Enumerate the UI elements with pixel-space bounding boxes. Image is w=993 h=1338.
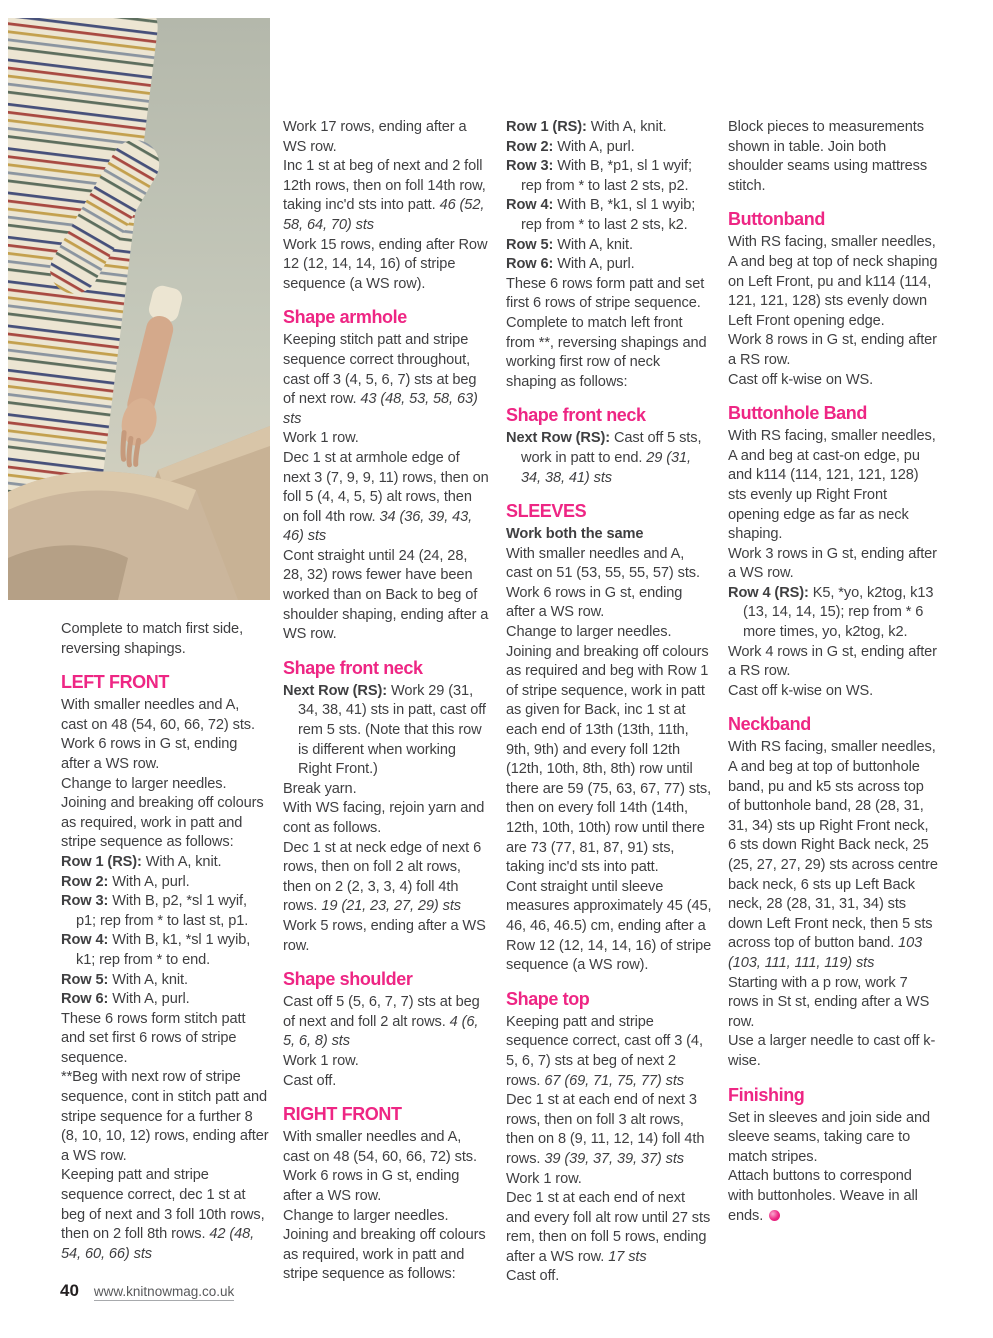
paragraph: Work 3 rows in G st, ending after a WS row. xyxy=(728,545,937,582)
paragraph: Joining and breaking off colours as required and beg with Row 1 of stripe sequence, work in patt as given for Back, inc 1 st at each end of 13th (13th, 11th, 9th, 9th) and every foll 12th (12th, 10th, 8th, 8th) row until there are 59 (75, 63, 67, 77) sts, then on every foll 14th (14th, 12th, 10th, 10th) row until there are 73 (77, 81, 87, 91) sts, taking inc'd sts into patt. xyxy=(506,643,712,876)
paragraph: Cont straight until 24 (24, 28, 28, 32) rows fewer have been worked than on Back to beg of shoulder shaping, ending after a WS row. xyxy=(283,547,489,643)
paragraph: Row 4 (RS): K5, *yo, k2tog, k13 (13, 14, 14, 15); rep from * 6 more times, yo, k2tog, k2. xyxy=(728,584,934,641)
paragraph: Work 15 rows, ending after Row 12 (12, 14, 14, 16) of stripe sequence (a WS row). xyxy=(283,236,488,292)
paragraph: Keeping stitch patt and stripe sequence correct throughout, cast off 3 (4, 5, 6, 7) sts at beg of next row. 43 (48, 53, 58, 63) sts xyxy=(283,332,478,427)
paragraph: With WS facing, rejoin yarn and cont as follows. xyxy=(283,800,485,836)
text-column-3 xyxy=(506,118,712,1287)
paragraph: These 6 rows form patt and set first 6 rows of stripe sequence. xyxy=(506,275,705,312)
paragraph: Work 5 rows, ending after a WS row. xyxy=(283,917,486,954)
text-column-1 xyxy=(61,620,269,1264)
paragraph: With smaller needles and A, cast on 48 (54, 60, 66, 72) sts. xyxy=(61,697,255,733)
paragraph: Row 2: With A, purl. xyxy=(506,138,635,155)
paragraph: Starting with a p row, work 7 rows in St st, ending after a WS row. xyxy=(728,974,930,1030)
paragraph: Keeping patt and stripe sequence correct, cast off 3 (4, 5, 6, 7) sts at beg of next 2 rows. 67 (69, 71, 75, 77) sts xyxy=(506,1013,703,1089)
paragraph: Cont straight until sleeve measures approximately 45 (45, 46, 46, 46.5) cm, ending after a Row 12 (12, 14, 14, 16) of stripe sequence (a WS row). xyxy=(506,878,712,974)
sub-heading: Finishing xyxy=(728,1084,805,1105)
paragraph: Change to larger needles. xyxy=(61,775,227,792)
paragraph: Inc 1 st at beg of next and 2 foll 12th rows, then on foll 14th row, taking inc'd sts into patt. 46 (52, 58, 64, 70) sts xyxy=(283,158,486,233)
paragraph: Work 8 rows in G st, ending after a RS row. xyxy=(728,332,937,368)
paragraph: Next Row (RS): Cast off 5 sts, work in patt to end. 29 (31, 34, 38, 41) sts xyxy=(506,430,702,486)
paragraph: Keeping patt and stripe sequence correct, dec 1 st at beg of next and 3 foll 10th rows, then on 2 foll 8th rows. 42 (48, 54, 60, 66) sts xyxy=(61,1167,265,1262)
text-column-4 xyxy=(728,118,938,1226)
paragraph: With smaller needles and A, cast on 51 (53, 55, 55, 57) sts. xyxy=(506,545,700,582)
paragraph: Row 4: With B, k1, *sl 1 wyib, k1; rep from * to end. xyxy=(61,932,251,968)
paragraph: **Beg with next row of stripe sequence, cont in stitch patt and stripe sequence for a further 8 (8, 10, 10, 12) rows, ending after a WS row. xyxy=(61,1069,269,1164)
paragraph: Row 1 (RS): With A, knit. xyxy=(61,853,222,870)
page-number: 40 xyxy=(60,1281,79,1300)
paragraph: Cast off k-wise on WS. xyxy=(728,682,874,699)
sub-heading: Shape top xyxy=(506,988,590,1009)
paragraph: Work 6 rows in G st, ending after a WS row. xyxy=(283,1168,460,1204)
paragraph: Work 1 row. xyxy=(283,430,359,447)
paragraph: Joining and breaking off colours as required, work in patt and stripe sequence as follows: xyxy=(61,795,264,851)
paragraph: With RS facing, smaller needles, A and beg at cast-on edge, pu and k114 (114, 121, 121, 128) sts evenly up Right Front opening edge as far as neck shaping. xyxy=(728,428,936,543)
text-column-2 xyxy=(283,118,489,1285)
paragraph: Joining and breaking off colours as required, work in patt and stripe sequence as follows: xyxy=(283,1227,486,1283)
sub-heading: Shape shoulder xyxy=(283,969,413,990)
paragraph: Cast off. xyxy=(506,1268,560,1285)
paragraph: Set in sleeves and join side and sleeve seams, taking care to match stripes. xyxy=(728,1109,931,1165)
paragraph: Work 1 row. xyxy=(506,1170,582,1187)
paragraph: Row 6: With A, purl. xyxy=(506,256,635,273)
sub-heading: Buttonband xyxy=(728,209,825,230)
paragraph: Break yarn. xyxy=(283,780,357,797)
yarn-ball-icon xyxy=(769,1210,780,1221)
paragraph: Dec 1 st at neck edge of next 6 rows, then on foll 2 alt rows, then on 2 (2, 3, 3, 4) foll 4th rows. 19 (21, 23, 27, 29) sts xyxy=(283,839,482,915)
page-footer xyxy=(60,1281,234,1301)
paragraph: Block pieces to measurements shown in table. Join both shoulder seams using mattress stitch. xyxy=(728,119,928,194)
paragraph: Next Row (RS): Work 29 (31, 34, 38, 41) sts in patt, cast off rem 5 sts. (Note that this row is different when working Right Front.) xyxy=(283,682,486,778)
section-heading: SLEEVES xyxy=(506,501,587,522)
paragraph: Row 6: With A, purl. xyxy=(61,991,190,1008)
sub-heading: Shape armhole xyxy=(283,307,407,328)
sub-heading: Neckband xyxy=(728,714,811,735)
paragraph: Complete to match first side, reversing shapings. xyxy=(61,621,244,657)
paragraph: Row 5: With A, knit. xyxy=(61,971,188,988)
pattern-photo-illustration xyxy=(8,18,270,600)
paragraph: Dec 1 st at each end of next and every foll alt row until 27 sts rem, then on foll 5 rows, ending after a WS row. 17 sts xyxy=(506,1190,711,1265)
paragraph: Row 5: With A, knit. xyxy=(506,236,633,253)
paragraph: Dec 1 st at armhole edge of next 3 (7, 9, 9, 11) rows, then on foll 5 (4, 4, 5, 5) alt rows, then on foll 4th row. 34 (36, 39, 43, 46) sts xyxy=(283,449,489,545)
paragraph: Complete to match left front from **, reversing shapings and working first row of neck shaping as follows: xyxy=(506,314,707,390)
paragraph: With RS facing, smaller needles, A and beg at top of buttonhole band, pu and k5 sts across top of buttonhole band, 28 (28, 31, 31, 34) sts up Right Front neck, 6 sts down Right Back neck, 25 (25, 27, 27, 29) sts across centre back neck, 6 sts up Left Back neck, 28 (28, 31, 31, 34) sts down Left Front neck, then 5 sts across top of button band. 103 (103, 111, 111, 119) sts xyxy=(728,739,938,971)
section-heading: RIGHT FRONT xyxy=(283,1104,402,1125)
paragraph: Cast off. xyxy=(283,1072,337,1089)
sub-heading: Shape front neck xyxy=(506,405,646,426)
paragraph: Work 6 rows in G st, ending after a WS row. xyxy=(506,584,683,621)
paragraph: Dec 1 st at each end of next 3 rows, then on foll 3 alt rows, then on 8 (9, 11, 12, 14) foll 4th rows. 39 (39, 37, 39, 37) sts xyxy=(506,1092,705,1167)
paragraph: Row 1 (RS): With A, knit. xyxy=(506,119,667,135)
paragraph: Work 4 rows in G st, ending after a RS row. xyxy=(728,643,937,680)
paragraph: Cast off 5 (5, 6, 7, 7) sts at beg of next and foll 2 alt rows. 4 (6, 5, 6, 8) sts xyxy=(283,994,480,1050)
section-heading: LEFT FRONT xyxy=(61,672,169,693)
paragraph: Row 2: With A, purl. xyxy=(61,873,190,890)
paragraph: With RS facing, smaller needles, A and beg at top of neck shaping on Left Front, pu and k114 (114, 121, 121, 128) sts evenly down Left Front opening edge. xyxy=(728,234,938,329)
paragraph: Work 1 row. xyxy=(283,1052,359,1069)
pattern-photo xyxy=(8,18,270,600)
paragraph: With smaller needles and A, cast on 48 (54, 60, 66, 72) sts. xyxy=(283,1129,477,1165)
paragraph: Row 4: With B, *k1, sl 1 wyib; rep from * to last 2 sts, k2. xyxy=(506,197,696,233)
paragraph: Change to larger needles. xyxy=(506,624,672,641)
paragraph: Use a larger needle to cast off k-wise. xyxy=(728,1033,936,1069)
paragraph: Work 17 rows, ending after a WS row. xyxy=(283,119,467,155)
sub-heading: Shape front neck xyxy=(283,657,423,678)
sub-heading: Buttonhole Band xyxy=(728,403,867,424)
paragraph: These 6 rows form stitch patt and set first 6 rows of stripe sequence. xyxy=(61,1010,246,1066)
paragraph: Cast off k-wise on WS. xyxy=(728,371,874,388)
paragraph: Row 3: With B, p2, *sl 1 wyif, p1; rep from * to last st, p1. xyxy=(61,893,249,929)
paragraph: Row 3: With B, *p1, sl 1 wyif; rep from * to last 2 sts, p2. xyxy=(506,158,692,194)
paragraph: Attach buttons to correspond with buttonholes. Weave in all ends. xyxy=(728,1168,918,1224)
website-link[interactable]: www.knitnowmag.co.uk xyxy=(93,1284,235,1299)
paragraph: Work 6 rows in G st, ending after a WS row. xyxy=(61,736,238,772)
paragraph: Change to larger needles. xyxy=(283,1207,449,1224)
paragraph: Work both the same xyxy=(506,526,644,543)
